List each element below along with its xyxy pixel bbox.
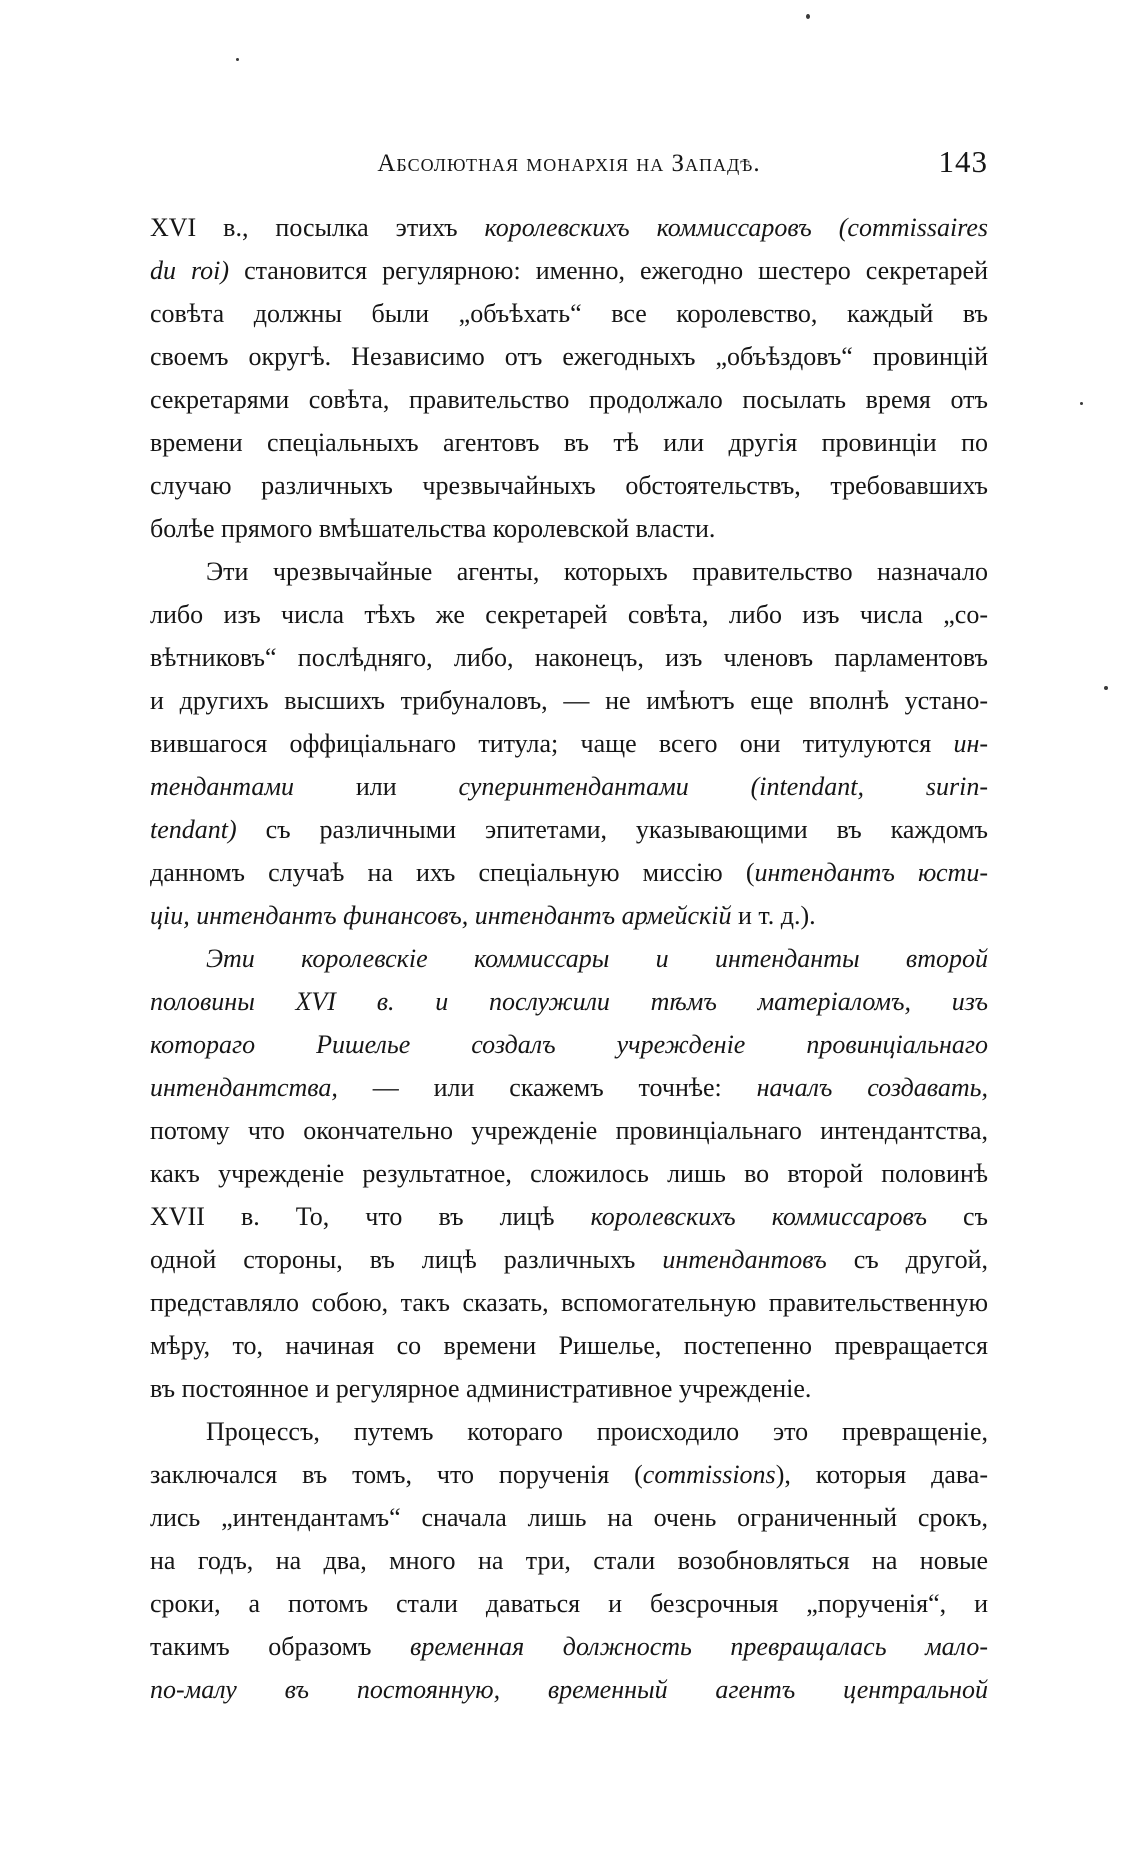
italic-run: ин-	[953, 729, 988, 758]
text-line	[150, 851, 988, 894]
scan-speck	[806, 14, 810, 19]
italic-run: котораго Ришелье создалъ учрежденіе провинціальнаго	[150, 1030, 988, 1059]
italic-run: интендантовъ	[662, 1245, 827, 1274]
text-line	[150, 335, 988, 378]
text-run: XVI в., посылка этихъ	[150, 213, 485, 242]
italic-run: суперинтендантами (intendant, surin-	[458, 772, 988, 801]
page-body-text	[150, 206, 988, 1711]
italic-run: tendant)	[150, 815, 237, 844]
text-run: вѣтниковъ“ послѣдняго, либо, наконецъ, изъ членовъ парламентовъ	[150, 643, 988, 672]
italic-run: королевскихъ коммиссаровъ (commissaires	[484, 213, 988, 242]
text-run: либо изъ числа тѣхъ же секретарей совѣта, либо изъ числа „со-	[150, 600, 988, 629]
text-line	[150, 1367, 988, 1410]
italic-run: commissions	[642, 1460, 776, 1489]
text-run: представляло собою, такъ сказать, вспомогательную правительственную	[150, 1288, 988, 1317]
text-line	[150, 765, 988, 808]
text-run: секретарями совѣта, правительство продолжало посылать время отъ	[150, 385, 988, 414]
text-run: или	[293, 772, 459, 801]
text-run: XVII в. То, что въ лицѣ	[150, 1202, 591, 1231]
text-run: вившагося оффиціальнаго титула; чаще всего они титулуются	[150, 729, 954, 758]
text-run: болѣе прямого вмѣшательства королевской власти.	[150, 514, 716, 543]
text-run: Процессъ, путемъ котораго происходило это превращеніе,	[206, 1417, 988, 1446]
text-line	[150, 1281, 988, 1324]
running-title: Абсолютная монархія на Западѣ.	[377, 150, 761, 177]
text-line	[150, 1625, 988, 1668]
text-run: своемъ округѣ. Независимо отъ ежегодныхъ „объѣздовъ“ провинцій	[150, 342, 988, 371]
italic-run: королевскихъ коммиссаровъ	[590, 1202, 927, 1231]
text-line	[150, 894, 988, 937]
text-line	[150, 1066, 988, 1109]
text-line	[150, 937, 988, 980]
text-line	[150, 679, 988, 722]
italic-run: интендантъ юсти-	[754, 858, 988, 887]
text-run: совѣта должны были „объѣхать“ все королевство, каждый въ	[150, 299, 988, 328]
text-run: Эти чрезвычайные агенты, которыхъ правительство назначало	[206, 557, 988, 586]
text-line	[150, 1668, 988, 1711]
text-line	[150, 464, 988, 507]
text-run: — или скажемъ точнѣе:	[337, 1073, 757, 1102]
text-line	[150, 1152, 988, 1195]
italic-run: половины XVI в. и послужили тѣмъ матеріаломъ, изъ	[150, 987, 988, 1016]
text-run: и другихъ высшихъ трибуналовъ, — не имѣютъ еще вполнѣ устано-	[150, 686, 988, 715]
italic-run: du roi)	[150, 256, 230, 285]
text-run: ), которыя дава-	[775, 1460, 988, 1489]
scan-speck	[1104, 686, 1108, 690]
text-line	[150, 1453, 988, 1496]
text-line	[150, 593, 988, 636]
text-line	[150, 1109, 988, 1152]
text-line	[150, 722, 988, 765]
text-run: съ другой,	[826, 1245, 988, 1274]
text-run: потому что окончательно учрежденіе провинціальнаго интендантства,	[150, 1116, 988, 1145]
text-line	[150, 1496, 988, 1539]
text-run: такимъ образомъ	[150, 1632, 411, 1661]
text-line	[150, 249, 988, 292]
text-line	[150, 1195, 988, 1238]
text-run: и т. д.).	[731, 901, 816, 930]
text-line	[150, 378, 988, 421]
text-line	[150, 980, 988, 1023]
text-run: въ постоянное и регулярное административное учрежденіе.	[150, 1374, 812, 1403]
scan-speck	[236, 58, 239, 61]
italic-run: по-малу въ постоянную, временный агентъ центральной	[150, 1675, 988, 1704]
text-line	[150, 1023, 988, 1066]
text-run: времени спеціальныхъ агентовъ въ тѣ или другія провинціи по	[150, 428, 988, 457]
text-run: сроки, а потомъ стали даваться и безсрочныя „порученія“, и	[150, 1589, 988, 1618]
page-header	[150, 142, 988, 186]
text-run: съ	[926, 1202, 988, 1231]
text-run: заключался въ томъ, что порученія (	[150, 1460, 643, 1489]
text-line	[150, 1539, 988, 1582]
text-line	[150, 421, 988, 464]
italic-run: началъ создавать,	[756, 1073, 988, 1102]
text-run: одной стороны, въ лицѣ различныхъ	[150, 1245, 663, 1274]
text-run: лись „интендантамъ“ сначала лишь на очень ограниченный срокъ,	[150, 1503, 988, 1532]
italic-run: ціи, интендантъ финансовъ, интендантъ армейскій	[150, 901, 732, 930]
italic-run: Эти королевскіе коммиссары и интенданты второй	[206, 944, 988, 973]
text-run: мѣру, то, начиная со времени Ришелье, постепенно превращается	[150, 1331, 988, 1360]
text-line	[150, 636, 988, 679]
text-run: съ различными эпитетами, указывающими въ каждомъ	[236, 815, 988, 844]
text-line	[150, 550, 988, 593]
scan-speck	[1080, 402, 1083, 405]
page-number: 143	[938, 144, 988, 179]
text-run: данномъ случаѣ на ихъ спеціальную миссію (	[150, 858, 755, 887]
italic-run: временная должность превращалась мало-	[410, 1632, 988, 1661]
text-line	[150, 206, 988, 249]
text-run: на годъ, на два, много на три, стали возобновляться на новые	[150, 1546, 988, 1575]
text-line	[150, 507, 988, 550]
italic-run: тендантами	[150, 772, 294, 801]
italic-run: интендантства,	[150, 1073, 338, 1102]
text-run: становится регулярною: именно, ежегодно шестеро секретарей	[229, 256, 988, 285]
text-run: случаю различныхъ чрезвычайныхъ обстоятельствъ, требовавшихъ	[150, 471, 988, 500]
text-line	[150, 808, 988, 851]
text-line	[150, 292, 988, 335]
text-line	[150, 1410, 988, 1453]
text-line	[150, 1582, 988, 1625]
text-line	[150, 1324, 988, 1367]
text-run: какъ учрежденіе результатное, сложилось лишь во второй половинѣ	[150, 1159, 988, 1188]
text-line	[150, 1238, 988, 1281]
